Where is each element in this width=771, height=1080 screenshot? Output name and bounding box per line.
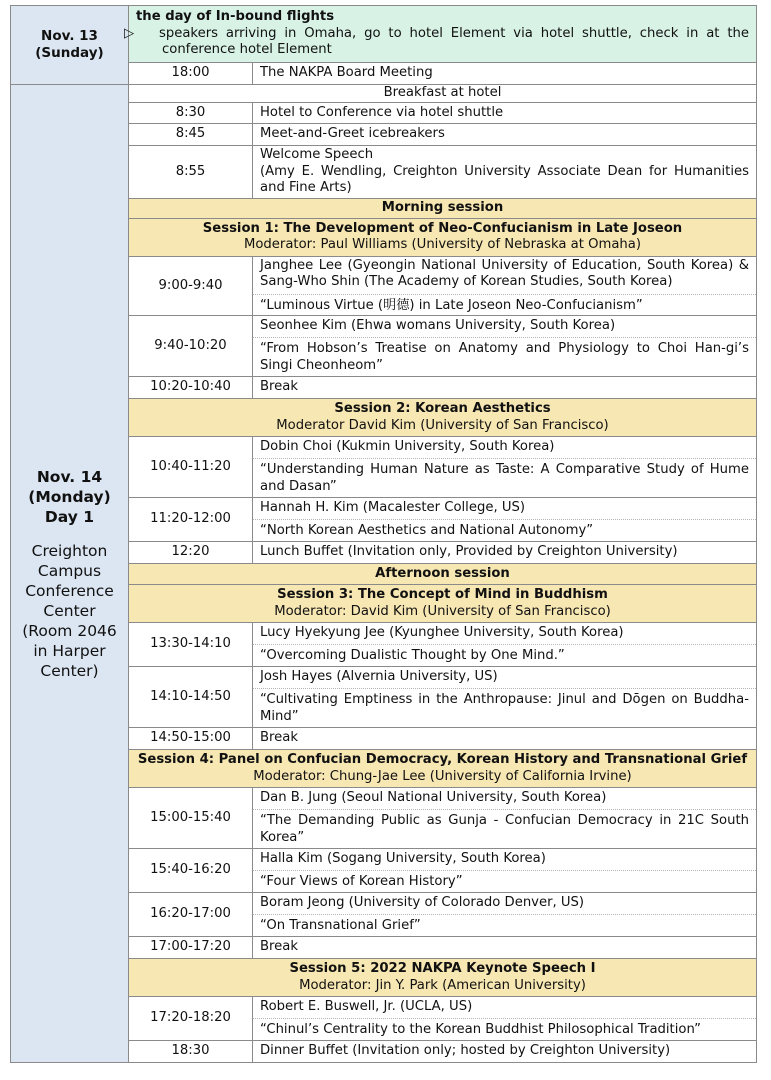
- board-meeting: The NAKPA Board Meeting: [253, 63, 757, 85]
- time-cell: 11:20-12:00: [129, 498, 253, 542]
- session-title: Session 5: 2022 NAKPA Keynote Speech I: [289, 961, 596, 976]
- time-cell: 17:20-18:20: [129, 997, 253, 1041]
- time-cell: 15:40-16:20: [129, 849, 253, 893]
- lunch-text: Lunch Buffet (Invitation only, Provided by Creighton University): [253, 542, 757, 564]
- break-text: Break: [253, 937, 757, 959]
- session-moderator: Moderator: Chung-Jae Lee (University of California Irvine): [253, 768, 632, 784]
- talk-cell: [253, 256, 757, 316]
- time-cell: 15:00-15:40: [129, 788, 253, 849]
- breakfast-row: Breakfast at hotel: [129, 85, 757, 103]
- venue-line: (Room 2046: [22, 621, 117, 640]
- time-cell: 9:40-10:20: [129, 316, 253, 377]
- inbound-text: speakers arriving in Omaha, go to hotel Element via hotel shuttle, check in at the conference hotel Element: [159, 25, 749, 58]
- time-cell: 12:20: [129, 542, 253, 564]
- afternoon-session-header: Afternoon session: [129, 564, 757, 585]
- session-header: [129, 959, 757, 997]
- venue-line: Creighton: [31, 541, 108, 560]
- inbound-cell: [124, 6, 757, 63]
- talk-cell: [253, 623, 757, 667]
- weekday-label: (Sunday): [35, 45, 104, 61]
- date-label: Nov. 13: [41, 28, 98, 44]
- venue-line: Conference: [25, 581, 114, 600]
- session-moderator: Moderator: David Kim (University of San Francisco): [274, 603, 611, 619]
- session-title: Session 4: Panel on Confucian Democracy, Korean History and Transnational Grief: [137, 752, 748, 767]
- date-cell-nov13: [11, 6, 129, 85]
- time-cell: 10:40-11:20: [129, 437, 253, 498]
- talk-title: “Four Views of Korean History”: [253, 870, 756, 891]
- talk-speaker: Janghee Lee (Gyeongin National University of Education, South Korea) & Sang-Who Shin (The Academy of Korean Studies, South Korea): [260, 257, 749, 289]
- talk-speaker: Boram Jeong (University of Colorado Denver, US): [260, 894, 585, 910]
- break-text: Break: [253, 728, 757, 750]
- session-moderator: Moderator: Jin Y. Park (American University): [299, 977, 586, 993]
- welcome-speech: [253, 146, 757, 199]
- time-cell: 18:30: [129, 1041, 253, 1063]
- talk-title: “Cultivating Emptiness in the Anthropause: Jinul and Dōgen on Buddha-Mind”: [253, 688, 756, 725]
- talk-speaker: Dobin Choi (Kukmin University, South Korea): [260, 438, 555, 454]
- schedule-page: [10, 5, 756, 1063]
- talk-title: “Chinul’s Centrality to the Korean Buddhist Philosophical Tradition”: [253, 1018, 756, 1039]
- talk-title: “The Demanding Public as Gunja - Confucian Democracy in 21C South Korea”: [253, 809, 756, 846]
- time-cell: 9:00-9:40: [129, 256, 253, 316]
- session-moderator: Moderator David Kim (University of San Francisco): [276, 417, 609, 433]
- day-label: Day 1: [44, 507, 95, 526]
- time-cell: 13:30-14:10: [129, 623, 253, 667]
- event-text: Meet-and-Greet icebreakers: [253, 124, 757, 146]
- time-cell: 14:50-15:00: [129, 728, 253, 750]
- talk-cell: [253, 788, 757, 849]
- talk-title: “From Hobson’s Treatise on Anatomy and Physiology to Choi Han-gi’s Singi Cheonheom”: [253, 337, 756, 374]
- venue-label: [11, 541, 128, 681]
- inbound-title: the day of In-bound flights: [136, 9, 335, 25]
- time-cell: 8:30: [129, 103, 253, 124]
- venue-line: Center): [40, 661, 99, 680]
- talk-speaker: Seonhee Kim (Ehwa womans University, South Korea): [260, 317, 616, 333]
- talk-cell: [253, 316, 757, 377]
- venue-line: Center: [43, 601, 96, 620]
- date-label: Nov. 14: [36, 467, 103, 486]
- venue-line: in Harper: [33, 641, 106, 660]
- date-cell-nov14: [11, 85, 129, 1063]
- time-cell: 8:45: [129, 124, 253, 146]
- dinner-text: Dinner Buffet (Invitation only; hosted by Creighton University): [253, 1041, 757, 1063]
- event-text: Welcome Speech: [260, 147, 374, 162]
- inbound-note: [124, 25, 749, 59]
- time-cell: 17:00-17:20: [129, 937, 253, 959]
- talk-cell: [253, 997, 757, 1041]
- arrow-icon: ▷: [124, 25, 135, 41]
- session-title: Session 1: The Development of Neo-Confucianism in Late Joseon: [202, 220, 683, 236]
- talk-speaker: Robert E. Buswell, Jr. (UCLA, US): [260, 998, 473, 1014]
- time-cell: 18:00: [129, 63, 253, 85]
- talk-cell: [253, 667, 757, 728]
- schedule-table: [10, 5, 757, 1063]
- session-header: [129, 750, 757, 788]
- session-title: Session 3: The Concept of Mind in Buddhism: [277, 587, 608, 602]
- venue-line: Campus: [37, 561, 102, 580]
- talk-title: “North Korean Aesthetics and National Autonomy”: [253, 519, 756, 540]
- talk-cell: [253, 437, 757, 498]
- event-subtext: (Amy E. Wendling, Creighton University Associate Dean for Humanities and Fine Arts): [260, 163, 749, 195]
- talk-title: “Luminous Virtue (明德) in Late Joseon Neo-Confucianism”: [253, 294, 756, 315]
- session-moderator: Moderator: Paul Williams (University of Nebraska at Omaha): [243, 237, 642, 252]
- talk-speaker: Halla Kim (Sogang University, South Korea): [260, 850, 546, 866]
- event-text: Hotel to Conference via hotel shuttle: [253, 103, 757, 124]
- talk-title: “Understanding Human Nature as Taste: A Comparative Study of Hume and Dasan”: [253, 458, 756, 495]
- talk-cell: [253, 498, 757, 542]
- talk-cell: [253, 849, 757, 893]
- talk-speaker: Hannah H. Kim (Macalester College, US): [260, 499, 525, 515]
- session-header: [129, 585, 757, 623]
- time-cell: 14:10-14:50: [129, 667, 253, 728]
- talk-speaker: Lucy Hyekyung Jee (Kyunghee University, South Korea): [260, 624, 624, 640]
- talk-cell: [253, 893, 757, 937]
- talk-speaker: Josh Hayes (Alvernia University, US): [260, 668, 498, 684]
- session-title: Session 2: Korean Aesthetics: [334, 401, 551, 416]
- time-cell: 16:20-17:00: [129, 893, 253, 937]
- break-text: Break: [253, 377, 757, 399]
- talk-title: “On Transnational Grief”: [253, 914, 756, 935]
- talk-speaker: Dan B. Jung (Seoul National University, South Korea): [260, 789, 607, 805]
- talk-title: “Overcoming Dualistic Thought by One Mind.”: [253, 644, 756, 665]
- session-header: [129, 218, 757, 256]
- time-cell: 10:20-10:40: [129, 377, 253, 399]
- time-cell: 8:55: [129, 146, 253, 199]
- morning-session-header: Morning session: [129, 198, 757, 218]
- session-header: [129, 399, 757, 437]
- weekday-label: (Monday): [28, 487, 111, 506]
